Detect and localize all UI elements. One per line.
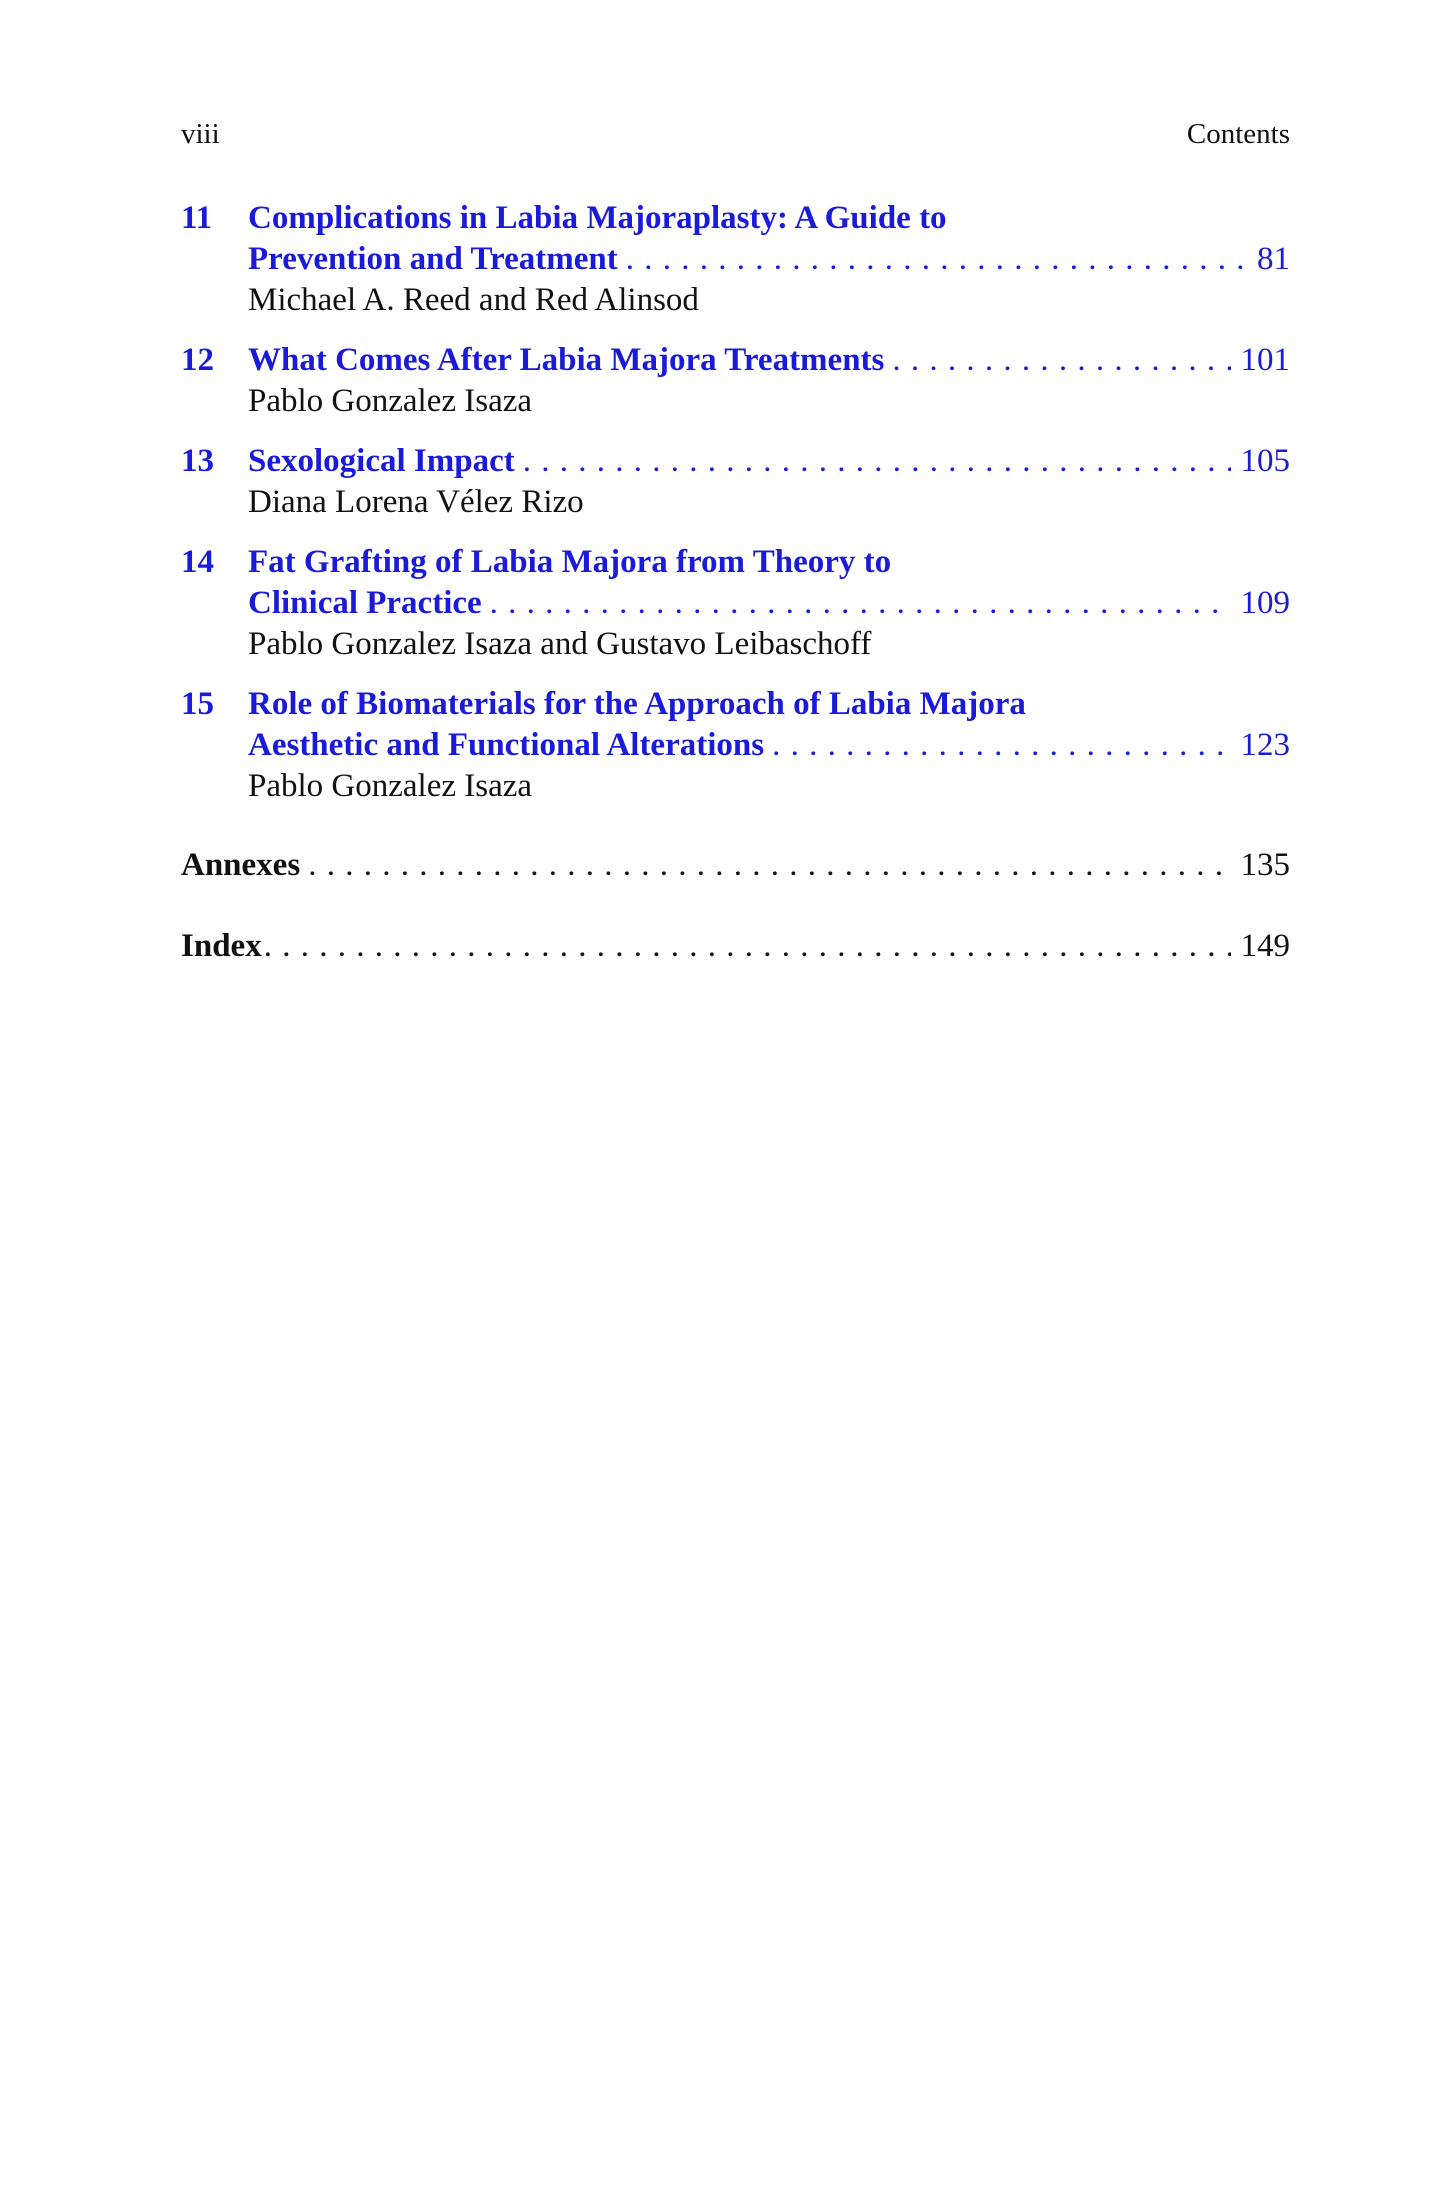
dot-leader — [764, 725, 1230, 766]
chapter-authors: Michael A. Reed and Red Alinsod — [248, 282, 699, 318]
dot-leader — [515, 441, 1231, 482]
dot-leader — [300, 845, 1230, 886]
toc-entry-chapter-15[interactable] — [181, 684, 1290, 807]
page-folio: viii — [181, 118, 220, 150]
chapter-title-line[interactable]: Fat Grafting of Labia Majora from Theory to — [248, 544, 892, 580]
chapter-title-last-line[interactable]: Aesthetic and Functional Alterations — [248, 727, 765, 763]
chapter-number: 12 — [181, 342, 214, 378]
chapter-title-leader-line[interactable] — [248, 583, 1290, 624]
dot-leader — [482, 583, 1231, 624]
chapter-page-number[interactable]: 81 — [1257, 241, 1290, 277]
running-head-section: Contents — [1186, 118, 1290, 150]
chapter-title-last-line[interactable]: What Comes After Labia Majora Treatments — [248, 342, 885, 378]
chapter-title-leader-line[interactable] — [248, 239, 1290, 280]
chapter-number: 13 — [181, 443, 214, 479]
chapter-title-last-line[interactable]: Prevention and Treatment — [248, 241, 618, 277]
toc-entry-index[interactable] — [181, 926, 1290, 967]
chapter-title-leader-line[interactable] — [248, 340, 1290, 381]
chapter-number: 11 — [181, 200, 213, 236]
chapter-number: 15 — [181, 686, 214, 722]
table-of-contents — [181, 198, 1290, 826]
toc-entry-chapter-12[interactable] — [181, 340, 1290, 422]
toc-entry-chapter-13[interactable] — [181, 441, 1290, 523]
chapter-title-line[interactable]: Role of Biomaterials for the Approach of Labia Majora — [248, 686, 1026, 722]
chapter-title-last-line[interactable]: Sexological Impact — [248, 443, 515, 479]
annexes-label[interactable]: Annexes — [181, 847, 301, 883]
index-page-number[interactable]: 149 — [1240, 928, 1290, 964]
chapter-page-number[interactable]: 105 — [1240, 443, 1290, 479]
index-leader-line[interactable] — [181, 926, 1290, 967]
index-label[interactable]: Index — [181, 928, 262, 964]
toc-entry-chapter-14[interactable] — [181, 542, 1290, 665]
chapter-title-leader-line[interactable] — [248, 725, 1290, 766]
toc-entry-chapter-11[interactable] — [181, 198, 1290, 321]
chapter-authors: Pablo Gonzalez Isaza and Gustavo Leibaschoff — [248, 626, 872, 662]
chapter-page-number[interactable]: 101 — [1240, 342, 1290, 378]
annexes-leader-line[interactable] — [181, 845, 1290, 886]
dot-leader — [884, 340, 1230, 381]
chapter-title-line[interactable]: Complications in Labia Majoraplasty: A Guide to — [248, 200, 947, 236]
chapter-number: 14 — [181, 544, 214, 580]
chapter-title-last-line[interactable]: Clinical Practice — [248, 585, 482, 621]
chapter-page-number[interactable]: 123 — [1240, 727, 1290, 763]
chapter-page-number[interactable]: 109 — [1240, 585, 1290, 621]
dot-leader — [262, 926, 1231, 967]
chapter-authors: Pablo Gonzalez Isaza — [248, 383, 533, 419]
dot-leader — [618, 239, 1247, 280]
chapter-authors: Pablo Gonzalez Isaza — [248, 768, 533, 804]
chapter-title-leader-line[interactable] — [248, 441, 1290, 482]
chapter-authors: Diana Lorena Vélez Rizo — [248, 484, 584, 520]
annexes-page-number[interactable]: 135 — [1240, 847, 1290, 883]
toc-entry-annexes[interactable] — [181, 845, 1290, 886]
running-head — [181, 116, 1290, 152]
